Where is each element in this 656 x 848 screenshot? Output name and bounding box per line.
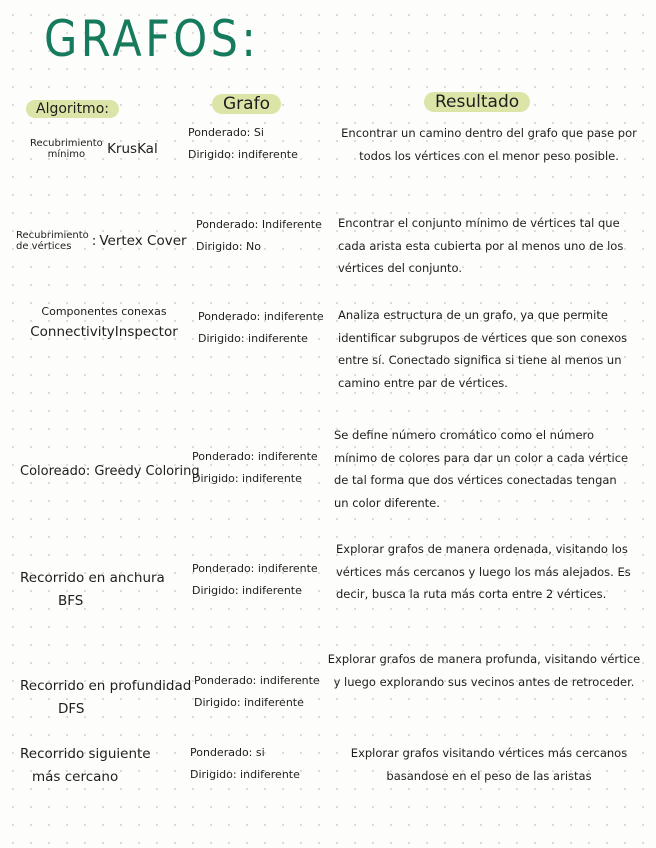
resultado-text: Analiza estructura de un grafo, ya que permite identificar subgrupos de vértices que son conexos entre sí. Conectado significa si tiene al menos un camino entre par de vértices.	[338, 308, 628, 390]
ponderado-text: Ponderado: indiferente	[194, 674, 320, 687]
algoritmo-category-line-2: de vértices	[16, 241, 72, 252]
dirigido-text: Dirigido: indiferente	[188, 148, 298, 161]
ponderado-text: Ponderado: si	[190, 746, 265, 759]
algoritmo-subtitle: más cercano	[32, 769, 119, 785]
algoritmo-category	[16, 230, 89, 252]
algoritmo-name: Recorrido en anchura	[20, 570, 165, 586]
ponderado-text: Ponderado: Indiferente	[196, 218, 322, 231]
dirigido-text: Dirigido: indiferente	[190, 768, 300, 781]
ponderado-text: Ponderado: indiferente	[192, 450, 318, 463]
dirigido-text: Dirigido: indiferente	[192, 584, 302, 597]
grafo-cell	[194, 670, 320, 714]
algoritmo-cell: Recubrimiento de vértices : Vertex Cover	[16, 230, 187, 252]
algoritmo-cell	[20, 742, 170, 788]
dirigido-text: Dirigido: indiferente	[198, 332, 308, 345]
algoritmo-name: Recorrido siguiente	[20, 746, 151, 762]
algoritmo-category	[30, 138, 103, 160]
algoritmo-name: ConnectivityInspector	[30, 324, 178, 340]
dirigido-text: Dirigido: indiferente	[194, 696, 304, 709]
dirigido-text: Dirigido: No	[196, 240, 262, 253]
algoritmo-name: Vertex Cover	[99, 233, 187, 249]
algoritmo-cell	[20, 566, 170, 612]
grafo-cell	[192, 558, 318, 602]
algoritmo-cell	[24, 304, 184, 344]
algoritmo-name: Coloreado: Greedy Coloring	[20, 464, 200, 479]
algoritmo-cell	[20, 674, 190, 720]
algoritmo-category-line-2: mínimo	[47, 149, 86, 160]
algoritmo-category-line-1: Recubrimiento	[30, 138, 103, 149]
resultado-header: Resultado	[424, 92, 530, 112]
grafo-cell	[190, 742, 300, 786]
algoritmo-name: Recorrido en profundidad	[20, 678, 192, 694]
algoritmo-acronym: DFS	[58, 701, 85, 717]
ponderado-text: Ponderado: indiferente	[192, 562, 318, 575]
resultado-text: Explorar grafos de manera profunda, visitando vértice y luego explorando sus vecinos antes de retroceder.	[327, 652, 641, 689]
algoritmo-name: KrusKal	[107, 141, 158, 157]
resultado-text: Encontrar el conjunto mínimo de vértices tal que cada arista esta cubierta por al menos uno de los vértices del conjunto.	[338, 216, 624, 275]
ponderado-text: Ponderado: Si	[188, 126, 264, 139]
grafo-cell	[192, 446, 318, 490]
resultado-text: Encontrar un camino dentro del grafo que pase por todos los vértices con el menor peso posible.	[341, 126, 637, 163]
grafo-cell	[188, 122, 298, 166]
grafo-header: Grafo	[212, 94, 281, 114]
algoritmo-category-line-1: Recubrimiento	[16, 230, 89, 241]
algoritmo-acronym: BFS	[58, 593, 84, 609]
page-title: GRAFOS:	[44, 10, 260, 68]
dirigido-text: Dirigido: indiferente	[192, 472, 302, 485]
algoritmo-header: Algoritmo:	[26, 100, 119, 118]
grafo-cell	[196, 214, 322, 258]
grafo-cell	[198, 306, 324, 350]
algoritmo-category: Componentes conexas	[41, 305, 167, 318]
resultado-text: Explorar grafos de manera ordenada, visitando los vértices más cercanos y luego los más alejados. Es decir, busca la ruta más corta entre 2 vértices.	[336, 542, 631, 601]
algoritmo-cell	[30, 138, 158, 160]
ponderado-text: Ponderado: indiferente	[198, 310, 324, 323]
resultado-text: Explorar grafos visitando vértices más cercanos basandose en el peso de las aristas	[350, 746, 628, 783]
resultado-text: Se define número cromático como el número mínimo de colores para dar un color a cada vértice de tal forma que dos vértices conectadas tengan un color diferente.	[334, 428, 629, 510]
